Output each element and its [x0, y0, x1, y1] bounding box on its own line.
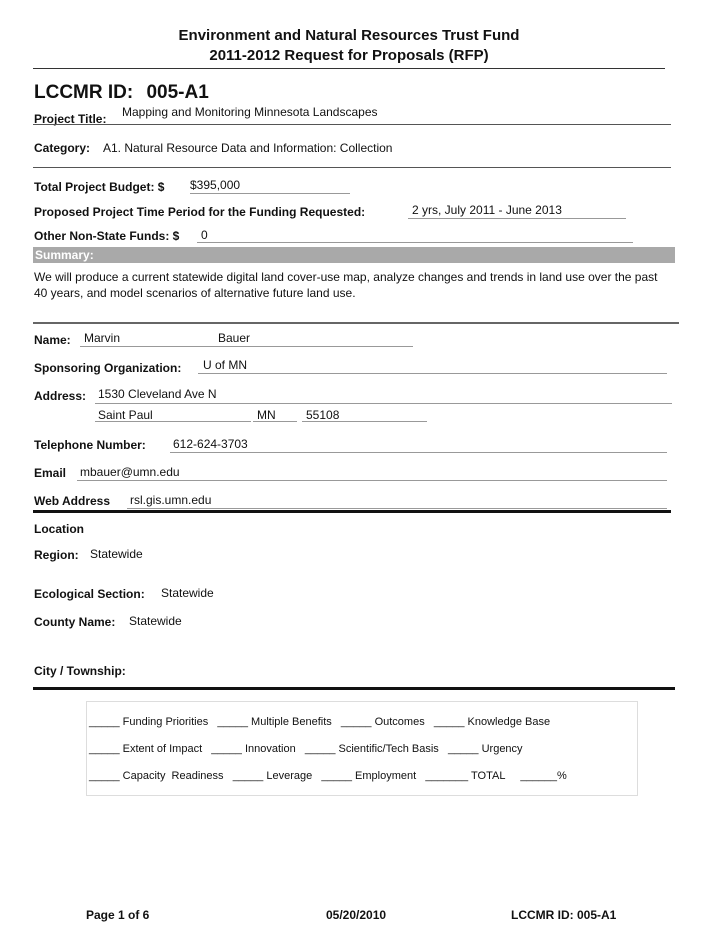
first-name-value: Marvin	[84, 331, 121, 345]
web-address-value: rsl.gis.umn.edu	[130, 493, 212, 507]
non-state-funds-value: 0	[201, 228, 208, 242]
email-value: mbauer@umn.edu	[80, 465, 180, 479]
footer-lccmr-id: LCCMR ID: 005-A1	[511, 908, 617, 922]
non-state-funds-underline	[197, 242, 633, 243]
summary-text: We will produce a current statewide digital land cover-use map, analyze changes and trends in land use over the past 40 years, and model scenarios of alternative future land use.	[34, 270, 658, 300]
footer-date: 05/20/2010	[326, 908, 387, 922]
region-value: Statewide	[90, 547, 143, 561]
category-rule	[33, 167, 671, 168]
last-name-value: Bauer	[218, 331, 251, 345]
summary-header-bar	[33, 247, 675, 263]
sponsoring-org-underline	[198, 373, 667, 374]
time-period-value: 2 yrs, July 2011 - June 2013	[412, 203, 562, 217]
region-label: Region:	[34, 548, 79, 562]
ecological-section-value: Statewide	[161, 586, 214, 600]
header-rule	[33, 68, 665, 69]
email-underline	[77, 480, 667, 481]
location-section-rule	[33, 687, 675, 690]
sponsoring-org-label: Sponsoring Organization:	[34, 361, 182, 375]
form-title-line2: 2011-2012 Request for Proposals (RFP)	[209, 47, 489, 64]
county-name-label: County Name:	[34, 615, 116, 629]
scoring-row-1: _____ Funding Priorities _____ Multiple Benefits _____ Outcomes _____ Knowledge Base	[89, 716, 551, 728]
project-title-rule	[33, 124, 671, 125]
total-budget-underline	[190, 193, 350, 194]
address-label: Address:	[34, 389, 87, 403]
lccmr-id-label: LCCMR ID:	[34, 82, 134, 103]
summary-label: Summary:	[35, 248, 94, 262]
scoring-row-3: _____ Capacity Readiness _____ Leverage _____ Employment _______ TOTAL ______%	[89, 770, 567, 782]
sponsoring-org-value: U of MN	[203, 358, 248, 372]
contact-section-rule	[33, 510, 671, 513]
total-budget-value: $395,000	[190, 178, 241, 192]
web-address-label: Web Address	[34, 494, 111, 508]
telephone-underline	[170, 452, 667, 453]
location-heading: Location	[34, 522, 84, 536]
time-period-label: Proposed Project Time Period for the Funding Requested:	[34, 205, 366, 219]
non-state-funds-label: Other Non-State Funds: $	[34, 229, 180, 243]
city-value: Saint Paul	[98, 408, 153, 422]
project-title-label: Project Title:	[34, 112, 107, 126]
telephone-value: 612-624-3703	[173, 437, 248, 451]
lccmr-id-heading	[34, 82, 209, 104]
form-title-line1: Environment and Natural Resources Trust Fund	[178, 27, 520, 44]
city-underline	[95, 421, 251, 422]
total-budget-label: Total Project Budget: $	[34, 180, 165, 194]
category-label: Category:	[34, 141, 91, 155]
scoring-row-2: _____ Extent of Impact _____ Innovation _____ Scientific/Tech Basis _____ Urgency	[89, 743, 523, 755]
zip-underline	[302, 421, 427, 422]
name-underline	[80, 346, 413, 347]
ecological-section-label: Ecological Section:	[34, 587, 145, 601]
name-label: Name:	[34, 333, 71, 347]
street-value: 1530 Cleveland Ave N	[98, 387, 217, 401]
county-name-value: Statewide	[129, 614, 182, 628]
street-underline	[95, 403, 672, 404]
web-address-underline	[127, 508, 667, 509]
time-period-underline	[408, 218, 626, 219]
project-title-value: Mapping and Monitoring Minnesota Landscapes	[122, 105, 378, 119]
city-township-label: City / Township:	[34, 664, 126, 678]
telephone-label: Telephone Number:	[34, 438, 146, 452]
lccmr-id-value: 005-A1	[146, 82, 209, 103]
state-value: MN	[257, 408, 276, 422]
summary-rule	[33, 322, 679, 324]
state-underline	[253, 421, 297, 422]
footer-page: Page 1 of 6	[86, 908, 150, 922]
email-label: Email	[34, 466, 67, 480]
category-value: A1. Natural Resource Data and Information: Collection	[103, 141, 393, 155]
zip-value: 55108	[306, 408, 340, 422]
